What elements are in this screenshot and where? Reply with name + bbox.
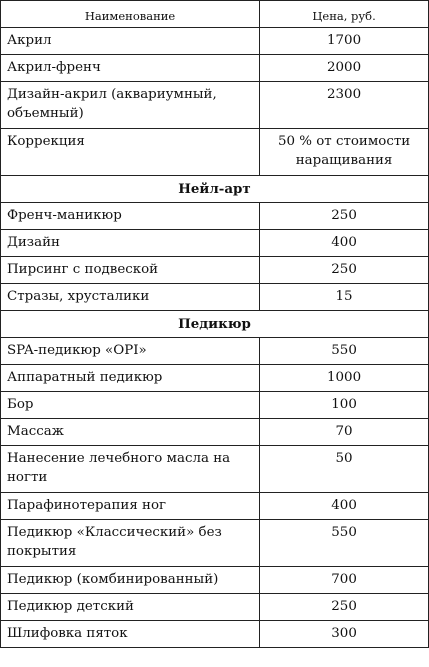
item-name: Педикюр «Классический» без покрытия	[1, 520, 260, 567]
item-name: Дизайн	[1, 230, 260, 257]
table-row	[1, 55, 429, 82]
item-price: 250	[260, 594, 429, 621]
item-price: 50 % от стоимости наращивания	[260, 129, 429, 176]
section-title: Нейл-арт	[1, 176, 429, 203]
item-price: 700	[260, 567, 429, 594]
item-price: 250	[260, 203, 429, 230]
item-name: Акрил-френч	[1, 55, 260, 82]
table-row	[1, 520, 429, 567]
item-price: 550	[260, 338, 429, 365]
item-name: Френч-маникюр	[1, 203, 260, 230]
item-name: Стразы, хрусталики	[1, 284, 260, 311]
item-price: 400	[260, 230, 429, 257]
table-row	[1, 338, 429, 365]
section-row	[1, 176, 429, 203]
table-row	[1, 365, 429, 392]
item-price: 2000	[260, 55, 429, 82]
item-name: Педикюр детский	[1, 594, 260, 621]
item-price: 100	[260, 392, 429, 419]
header-row	[1, 1, 429, 28]
item-name: Аппаратный педикюр	[1, 365, 260, 392]
header-name: Наименование	[1, 1, 260, 28]
item-price: 300	[260, 621, 429, 648]
table-row	[1, 82, 429, 129]
table-row	[1, 203, 429, 230]
item-price: 70	[260, 419, 429, 446]
item-name: Коррекция	[1, 129, 260, 176]
section-title: Педикюр	[1, 311, 429, 338]
item-price: 550	[260, 520, 429, 567]
item-name: Нанесение лечебного масла на ногти	[1, 446, 260, 493]
table-row	[1, 493, 429, 520]
table-row	[1, 594, 429, 621]
item-price: 1000	[260, 365, 429, 392]
item-name: Педикюр (комбинированный)	[1, 567, 260, 594]
item-name: Пирсинг с подвеской	[1, 257, 260, 284]
table-row	[1, 257, 429, 284]
item-name: Бор	[1, 392, 260, 419]
item-name: Парафинотерапия ног	[1, 493, 260, 520]
header-price: Цена, руб.	[260, 1, 429, 28]
table-row	[1, 446, 429, 493]
table-row	[1, 230, 429, 257]
item-price: 400	[260, 493, 429, 520]
table-row	[1, 567, 429, 594]
table-row	[1, 129, 429, 176]
item-price: 2300	[260, 82, 429, 129]
item-price: 250	[260, 257, 429, 284]
table-row	[1, 284, 429, 311]
table-row	[1, 392, 429, 419]
section-row	[1, 311, 429, 338]
item-price: 15	[260, 284, 429, 311]
table-row	[1, 621, 429, 648]
item-price: 1700	[260, 28, 429, 55]
item-name: Дизайн-акрил (аквариумный, объемный)	[1, 82, 260, 129]
table-row	[1, 419, 429, 446]
table-row	[1, 28, 429, 55]
item-name: Массаж	[1, 419, 260, 446]
item-name: Шлифовка пяток	[1, 621, 260, 648]
item-name: SPA-педикюр «OPI»	[1, 338, 260, 365]
item-name: Акрил	[1, 28, 260, 55]
item-price: 50	[260, 446, 429, 493]
